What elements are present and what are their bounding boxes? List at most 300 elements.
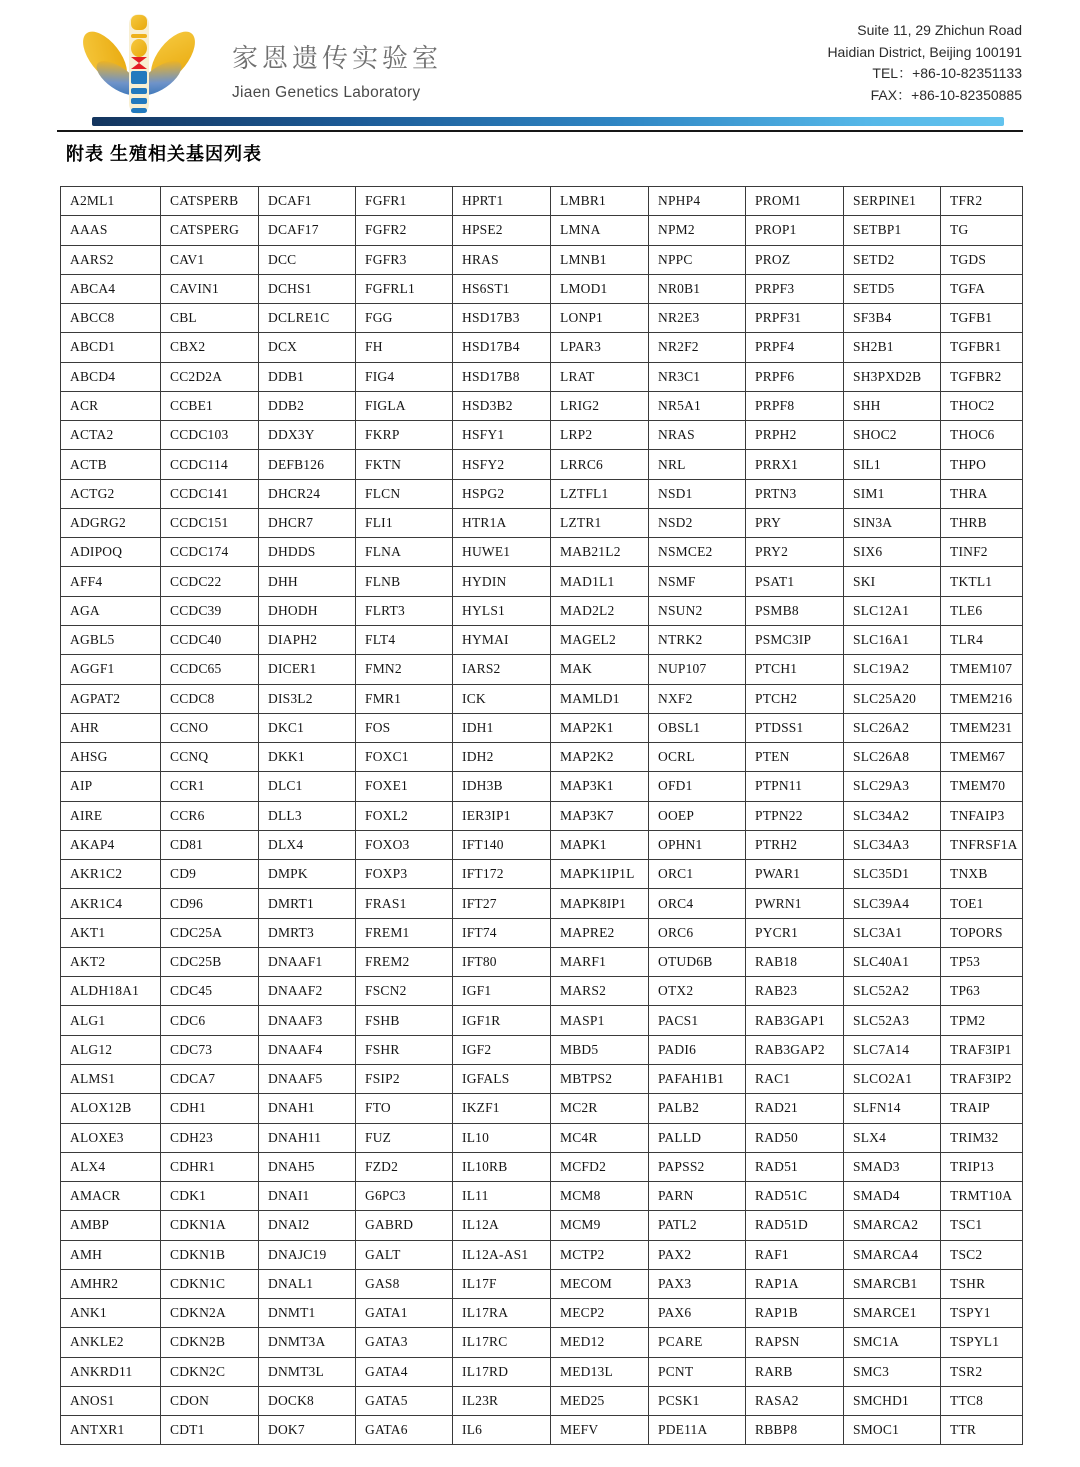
gene-cell: TSC1 bbox=[941, 1211, 1023, 1240]
gene-cell: SLC34A3 bbox=[844, 830, 941, 859]
gene-cell: IKZF1 bbox=[453, 1094, 551, 1123]
gene-cell: TSPYL1 bbox=[941, 1328, 1023, 1357]
gene-cell: CD81 bbox=[161, 830, 259, 859]
gene-cell: SLC52A2 bbox=[844, 977, 941, 1006]
gene-cell: MCTP2 bbox=[551, 1240, 649, 1269]
gene-cell: HS6ST1 bbox=[453, 274, 551, 303]
gene-cell: DKC1 bbox=[259, 713, 356, 742]
lab-name-chinese: 家恩遗传实验室 bbox=[232, 44, 443, 74]
gene-cell: CCDC174 bbox=[161, 538, 259, 567]
gene-cell: AKR1C2 bbox=[61, 860, 161, 889]
table-row bbox=[61, 450, 1023, 479]
table-row bbox=[61, 1006, 1023, 1035]
gene-cell: IDH1 bbox=[453, 713, 551, 742]
gene-cell: MAPK8IP1 bbox=[551, 889, 649, 918]
gene-cell: MAPK1 bbox=[551, 830, 649, 859]
gene-cell: OTUD6B bbox=[649, 947, 746, 976]
gene-cell: HSPG2 bbox=[453, 479, 551, 508]
gene-cell: AARS2 bbox=[61, 245, 161, 274]
gene-cell: PAX2 bbox=[649, 1240, 746, 1269]
gene-cell: CCDC114 bbox=[161, 450, 259, 479]
gene-cell: IFT27 bbox=[453, 889, 551, 918]
gene-cell: FOS bbox=[356, 713, 453, 742]
gene-cell: IL17RC bbox=[453, 1328, 551, 1357]
gene-cell: DNMT3L bbox=[259, 1357, 356, 1386]
gene-cell: SIM1 bbox=[844, 479, 941, 508]
gene-cell: NPM2 bbox=[649, 216, 746, 245]
gene-cell: ACTB bbox=[61, 450, 161, 479]
gene-cell: DCAF1 bbox=[259, 187, 356, 216]
gene-cell: AKT1 bbox=[61, 918, 161, 947]
gene-cell: PTPN11 bbox=[746, 772, 844, 801]
gene-cell: CDC73 bbox=[161, 1035, 259, 1064]
gene-cell: TKTL1 bbox=[941, 567, 1023, 596]
gene-cell: HYLS1 bbox=[453, 596, 551, 625]
gene-cell: ACTA2 bbox=[61, 421, 161, 450]
gene-cell: FOXE1 bbox=[356, 772, 453, 801]
gene-cell: DNAL1 bbox=[259, 1269, 356, 1298]
gene-cell: FSHR bbox=[356, 1035, 453, 1064]
gene-cell: HSD17B3 bbox=[453, 304, 551, 333]
gene-cell: RASA2 bbox=[746, 1386, 844, 1415]
gene-cell: SLC35D1 bbox=[844, 860, 941, 889]
table-row bbox=[61, 977, 1023, 1006]
table-row bbox=[61, 889, 1023, 918]
gene-cell: MED13L bbox=[551, 1357, 649, 1386]
gene-cell: NSMCE2 bbox=[649, 538, 746, 567]
gene-cell: ABCA4 bbox=[61, 274, 161, 303]
table-row bbox=[61, 1211, 1023, 1240]
gene-cell: CBX2 bbox=[161, 333, 259, 362]
table-row bbox=[61, 1152, 1023, 1181]
gene-cell: TSC2 bbox=[941, 1240, 1023, 1269]
gene-cell: PRPF3 bbox=[746, 274, 844, 303]
gene-cell: CDC25B bbox=[161, 947, 259, 976]
fax-line: FAX：+86-10-82350885 bbox=[870, 86, 1022, 103]
gene-cell: IL12A bbox=[453, 1211, 551, 1240]
gene-cell: PCNT bbox=[649, 1357, 746, 1386]
gene-cell: SKI bbox=[844, 567, 941, 596]
gene-cell: SMARCA2 bbox=[844, 1211, 941, 1240]
gene-cell: FLNB bbox=[356, 567, 453, 596]
gene-cell: SH3PXD2B bbox=[844, 362, 941, 391]
gene-cell: TSPY1 bbox=[941, 1299, 1023, 1328]
gene-cell: DOCK8 bbox=[259, 1386, 356, 1415]
gene-cell: TRMT10A bbox=[941, 1182, 1023, 1211]
gene-cell: SLC34A2 bbox=[844, 801, 941, 830]
gene-cell: CCDC40 bbox=[161, 625, 259, 654]
gene-cell: FLCN bbox=[356, 479, 453, 508]
gene-cell: CCDC103 bbox=[161, 421, 259, 450]
gene-cell: DLC1 bbox=[259, 772, 356, 801]
gene-cell: TLE6 bbox=[941, 596, 1023, 625]
gene-cell: DLX4 bbox=[259, 830, 356, 859]
gene-cell: DNAAF5 bbox=[259, 1064, 356, 1093]
gene-cell: SMARCB1 bbox=[844, 1269, 941, 1298]
gene-cell: RAB23 bbox=[746, 977, 844, 1006]
gene-cell: CDKN2A bbox=[161, 1299, 259, 1328]
lab-logo bbox=[78, 10, 200, 118]
table-row bbox=[61, 245, 1023, 274]
gene-cell: PSMC3IP bbox=[746, 625, 844, 654]
gene-cell: NRL bbox=[649, 450, 746, 479]
gene-cell: CDC45 bbox=[161, 977, 259, 1006]
gene-cell: PWRN1 bbox=[746, 889, 844, 918]
gene-cell: CDC6 bbox=[161, 1006, 259, 1035]
gene-cell: ANKRD11 bbox=[61, 1357, 161, 1386]
gene-cell: HTR1A bbox=[453, 508, 551, 537]
table-row bbox=[61, 1416, 1023, 1445]
gene-cell: DNAAF4 bbox=[259, 1035, 356, 1064]
gene-cell: IL6 bbox=[453, 1416, 551, 1445]
gene-cell: SHH bbox=[844, 391, 941, 420]
gene-cell: FOXL2 bbox=[356, 801, 453, 830]
gene-cell: LRP2 bbox=[551, 421, 649, 450]
gene-cell: TG bbox=[941, 216, 1023, 245]
gene-cell: SLC26A8 bbox=[844, 743, 941, 772]
gene-cell: HPSE2 bbox=[453, 216, 551, 245]
gene-cell: SF3B4 bbox=[844, 304, 941, 333]
gene-cell: SLC16A1 bbox=[844, 625, 941, 654]
gene-cell: TMEM107 bbox=[941, 655, 1023, 684]
gene-cell: NPHP4 bbox=[649, 187, 746, 216]
gene-cell: FLNA bbox=[356, 538, 453, 567]
gene-cell: SLC3A1 bbox=[844, 918, 941, 947]
gene-cell: PSMB8 bbox=[746, 596, 844, 625]
gene-cell: DCLRE1C bbox=[259, 304, 356, 333]
gene-cell: TRIM32 bbox=[941, 1123, 1023, 1152]
gene-cell: PCARE bbox=[649, 1328, 746, 1357]
table-row bbox=[61, 830, 1023, 859]
gene-cell: LRIG2 bbox=[551, 391, 649, 420]
gene-cell: IL10RB bbox=[453, 1152, 551, 1181]
gene-cell: ABCD4 bbox=[61, 362, 161, 391]
gene-cell: FOXC1 bbox=[356, 743, 453, 772]
address-line-1: Suite 11, 29 Zhichun Road bbox=[857, 22, 1022, 38]
gene-cell: PRPF6 bbox=[746, 362, 844, 391]
gene-cell: LPAR3 bbox=[551, 333, 649, 362]
gene-cell: MECP2 bbox=[551, 1299, 649, 1328]
gene-cell: DIAPH2 bbox=[259, 625, 356, 654]
gene-cell: DLL3 bbox=[259, 801, 356, 830]
gene-cell: ACTG2 bbox=[61, 479, 161, 508]
gene-cell: MC2R bbox=[551, 1094, 649, 1123]
gene-cell: SMC1A bbox=[844, 1328, 941, 1357]
gene-cell: FZD2 bbox=[356, 1152, 453, 1181]
gene-cell: IFT172 bbox=[453, 860, 551, 889]
gene-cell: ALDH18A1 bbox=[61, 977, 161, 1006]
gene-cell: IFT80 bbox=[453, 947, 551, 976]
gene-cell: FMN2 bbox=[356, 655, 453, 684]
gene-cell: SERPINE1 bbox=[844, 187, 941, 216]
gene-cell: FUZ bbox=[356, 1123, 453, 1152]
chromosome-flower-icon bbox=[78, 10, 200, 118]
gene-cell: TGFBR1 bbox=[941, 333, 1023, 362]
gene-cell: DHDDS bbox=[259, 538, 356, 567]
table-row bbox=[61, 538, 1023, 567]
tel-line: TEL：+86-10-82351133 bbox=[872, 65, 1022, 81]
gene-cell: SLC40A1 bbox=[844, 947, 941, 976]
gene-cell: CDCA7 bbox=[161, 1064, 259, 1093]
gene-cell: PRRX1 bbox=[746, 450, 844, 479]
gene-cell: DICER1 bbox=[259, 655, 356, 684]
gene-cell: MAP3K1 bbox=[551, 772, 649, 801]
gene-cell: CD96 bbox=[161, 889, 259, 918]
gene-cell: AKT2 bbox=[61, 947, 161, 976]
gene-cell: OFD1 bbox=[649, 772, 746, 801]
table-row bbox=[61, 1094, 1023, 1123]
gene-cell: NSUN2 bbox=[649, 596, 746, 625]
table-row bbox=[61, 391, 1023, 420]
table-row bbox=[61, 860, 1023, 889]
gene-cell: AKAP4 bbox=[61, 830, 161, 859]
gene-cell: SLC39A4 bbox=[844, 889, 941, 918]
gene-cell: SIL1 bbox=[844, 450, 941, 479]
table-row bbox=[61, 1123, 1023, 1152]
gene-cell: ALX4 bbox=[61, 1152, 161, 1181]
gene-cell: AMH bbox=[61, 1240, 161, 1269]
gene-cell: SLC25A20 bbox=[844, 684, 941, 713]
gene-cell: CDT1 bbox=[161, 1416, 259, 1445]
table-row bbox=[61, 1240, 1023, 1269]
gene-cell: PROM1 bbox=[746, 187, 844, 216]
gene-cell: IL17RD bbox=[453, 1357, 551, 1386]
table-row bbox=[61, 1269, 1023, 1298]
gene-cell: GAS8 bbox=[356, 1269, 453, 1298]
table-row bbox=[61, 1064, 1023, 1093]
gene-cell: SLC19A2 bbox=[844, 655, 941, 684]
gene-cell: PRPF4 bbox=[746, 333, 844, 362]
gene-cell: DNAJC19 bbox=[259, 1240, 356, 1269]
gene-cell: PRTN3 bbox=[746, 479, 844, 508]
gene-cell: MCM8 bbox=[551, 1182, 649, 1211]
gene-cell: DIS3L2 bbox=[259, 684, 356, 713]
gene-cell: MARS2 bbox=[551, 977, 649, 1006]
gene-cell: RARB bbox=[746, 1357, 844, 1386]
gene-cell: CDKN2B bbox=[161, 1328, 259, 1357]
gene-table-body bbox=[61, 187, 1023, 1445]
gene-cell: SLFN14 bbox=[844, 1094, 941, 1123]
gene-cell: IGF1R bbox=[453, 1006, 551, 1035]
table-row bbox=[61, 1386, 1023, 1415]
gene-cell: TMEM231 bbox=[941, 713, 1023, 742]
gene-cell: DMRT3 bbox=[259, 918, 356, 947]
gene-cell: TRAF3IP1 bbox=[941, 1035, 1023, 1064]
gene-cell: NXF2 bbox=[649, 684, 746, 713]
table-row bbox=[61, 1357, 1023, 1386]
gene-cell: IDH2 bbox=[453, 743, 551, 772]
gene-cell: AGPAT2 bbox=[61, 684, 161, 713]
gene-cell: MAGEL2 bbox=[551, 625, 649, 654]
gene-cell: CDKN2C bbox=[161, 1357, 259, 1386]
gene-cell: FKTN bbox=[356, 450, 453, 479]
gene-cell: IFT74 bbox=[453, 918, 551, 947]
gene-cell: NR0B1 bbox=[649, 274, 746, 303]
gene-cell: IGF1 bbox=[453, 977, 551, 1006]
gene-cell: SMAD3 bbox=[844, 1152, 941, 1181]
gene-cell: LZTFL1 bbox=[551, 479, 649, 508]
gene-cell: NR2F2 bbox=[649, 333, 746, 362]
gene-cell: SLCO2A1 bbox=[844, 1064, 941, 1093]
gene-cell: LMBR1 bbox=[551, 187, 649, 216]
gene-cell: LONP1 bbox=[551, 304, 649, 333]
gene-cell: ALOX12B bbox=[61, 1094, 161, 1123]
gene-cell: DOK7 bbox=[259, 1416, 356, 1445]
gene-cell: TGFBR2 bbox=[941, 362, 1023, 391]
gene-cell: TTC8 bbox=[941, 1386, 1023, 1415]
gene-cell: PRPF8 bbox=[746, 391, 844, 420]
gene-cell: LMOD1 bbox=[551, 274, 649, 303]
gene-cell: ANKLE2 bbox=[61, 1328, 161, 1357]
gene-cell: SMARCA4 bbox=[844, 1240, 941, 1269]
gene-cell: TSR2 bbox=[941, 1357, 1023, 1386]
gene-cell: MECOM bbox=[551, 1269, 649, 1298]
table-row bbox=[61, 1299, 1023, 1328]
gene-cell: LRRC6 bbox=[551, 450, 649, 479]
gene-cell: SMOC1 bbox=[844, 1416, 941, 1445]
gene-cell: PALB2 bbox=[649, 1094, 746, 1123]
gene-cell: FOXO3 bbox=[356, 830, 453, 859]
gene-cell: FIGLA bbox=[356, 391, 453, 420]
table-row bbox=[61, 1035, 1023, 1064]
gene-cell: TMEM70 bbox=[941, 772, 1023, 801]
gene-cell: MAP2K1 bbox=[551, 713, 649, 742]
gene-cell: SLX4 bbox=[844, 1123, 941, 1152]
gene-cell: PARN bbox=[649, 1182, 746, 1211]
gene-cell: MAK bbox=[551, 655, 649, 684]
table-row bbox=[61, 479, 1023, 508]
gene-cell: AHSG bbox=[61, 743, 161, 772]
gene-cell: DNAAF1 bbox=[259, 947, 356, 976]
gene-cell: ADIPOQ bbox=[61, 538, 161, 567]
gene-cell: TNFRSF1A bbox=[941, 830, 1023, 859]
gene-cell: ORC1 bbox=[649, 860, 746, 889]
gene-cell: CCR6 bbox=[161, 801, 259, 830]
gene-cell: MAPRE2 bbox=[551, 918, 649, 947]
gene-cell: FSIP2 bbox=[356, 1064, 453, 1093]
gene-cell: DNAH11 bbox=[259, 1123, 356, 1152]
gene-cell: TGDS bbox=[941, 245, 1023, 274]
gene-cell: MBTPS2 bbox=[551, 1064, 649, 1093]
gene-cell: DNAH5 bbox=[259, 1152, 356, 1181]
gene-cell: THOC2 bbox=[941, 391, 1023, 420]
gene-cell: PSAT1 bbox=[746, 567, 844, 596]
gene-cell: AGGF1 bbox=[61, 655, 161, 684]
gene-cell: PATL2 bbox=[649, 1211, 746, 1240]
gene-cell: PTPN22 bbox=[746, 801, 844, 830]
gene-cell: OBSL1 bbox=[649, 713, 746, 742]
gene-cell: CDKN1A bbox=[161, 1211, 259, 1240]
gene-cell: DNAI1 bbox=[259, 1182, 356, 1211]
gene-cell: FGFR1 bbox=[356, 187, 453, 216]
gene-cell: CATSPERB bbox=[161, 187, 259, 216]
gene-cell: FSCN2 bbox=[356, 977, 453, 1006]
gene-cell: PRY bbox=[746, 508, 844, 537]
gene-cell: OPHN1 bbox=[649, 830, 746, 859]
gene-cell: SETD2 bbox=[844, 245, 941, 274]
gene-cell: TMEM216 bbox=[941, 684, 1023, 713]
gene-cell: OCRL bbox=[649, 743, 746, 772]
table-row bbox=[61, 596, 1023, 625]
gene-cell: IER3IP1 bbox=[453, 801, 551, 830]
gene-cell: AFF4 bbox=[61, 567, 161, 596]
gene-cell: MBD5 bbox=[551, 1035, 649, 1064]
gene-cell: ABCC8 bbox=[61, 304, 161, 333]
gene-cell: MCFD2 bbox=[551, 1152, 649, 1181]
gene-cell: FRAS1 bbox=[356, 889, 453, 918]
gene-cell: ORC6 bbox=[649, 918, 746, 947]
gene-cell: RAB3GAP2 bbox=[746, 1035, 844, 1064]
gene-cell: THRB bbox=[941, 508, 1023, 537]
gene-cell: AMHR2 bbox=[61, 1269, 161, 1298]
gene-cell: CCR1 bbox=[161, 772, 259, 801]
gene-cell: MED12 bbox=[551, 1328, 649, 1357]
gene-cell: RAC1 bbox=[746, 1064, 844, 1093]
gene-cell: LZTR1 bbox=[551, 508, 649, 537]
gene-cell: NR2E3 bbox=[649, 304, 746, 333]
gene-cell: SLC29A3 bbox=[844, 772, 941, 801]
gene-cell: MASP1 bbox=[551, 1006, 649, 1035]
gene-cell: SMCHD1 bbox=[844, 1386, 941, 1415]
table-row bbox=[61, 274, 1023, 303]
gene-cell: SLC7A14 bbox=[844, 1035, 941, 1064]
gene-cell: CDK1 bbox=[161, 1182, 259, 1211]
gene-cell: AAAS bbox=[61, 216, 161, 245]
gene-cell: PAFAH1B1 bbox=[649, 1064, 746, 1093]
gene-cell: FREM2 bbox=[356, 947, 453, 976]
gene-cell: RAD51C bbox=[746, 1182, 844, 1211]
gene-cell: NUP107 bbox=[649, 655, 746, 684]
gene-cell: CCDC151 bbox=[161, 508, 259, 537]
gene-cell: TNXB bbox=[941, 860, 1023, 889]
gene-cell: AHR bbox=[61, 713, 161, 742]
gene-cell: ALOXE3 bbox=[61, 1123, 161, 1152]
gene-cell: MAP3K7 bbox=[551, 801, 649, 830]
gene-cell: SIN3A bbox=[844, 508, 941, 537]
gene-cell: PADI6 bbox=[649, 1035, 746, 1064]
gene-cell: PWAR1 bbox=[746, 860, 844, 889]
gene-cell: IGF2 bbox=[453, 1035, 551, 1064]
gene-cell: TOE1 bbox=[941, 889, 1023, 918]
gene-cell: IL10 bbox=[453, 1123, 551, 1152]
gene-cell: PAX3 bbox=[649, 1269, 746, 1298]
gene-cell: DNAI2 bbox=[259, 1211, 356, 1240]
gene-cell: RAP1B bbox=[746, 1299, 844, 1328]
gene-cell: HRAS bbox=[453, 245, 551, 274]
gene-cell: DNAAF2 bbox=[259, 977, 356, 1006]
table-row bbox=[61, 743, 1023, 772]
gene-cell: FKRP bbox=[356, 421, 453, 450]
gene-cell: HYMAI bbox=[453, 625, 551, 654]
gene-cell: TOPORS bbox=[941, 918, 1023, 947]
gene-cell: LRAT bbox=[551, 362, 649, 391]
gene-cell: ANK1 bbox=[61, 1299, 161, 1328]
gene-cell: PTDSS1 bbox=[746, 713, 844, 742]
gene-cell: CBL bbox=[161, 304, 259, 333]
gene-cell: TGFB1 bbox=[941, 304, 1023, 333]
gene-cell: AIP bbox=[61, 772, 161, 801]
gene-cell: THRA bbox=[941, 479, 1023, 508]
gene-cell: GATA6 bbox=[356, 1416, 453, 1445]
gene-cell: AMBP bbox=[61, 1211, 161, 1240]
gene-cell: A2ML1 bbox=[61, 187, 161, 216]
gene-cell: NSMF bbox=[649, 567, 746, 596]
gene-cell: ABCD1 bbox=[61, 333, 161, 362]
gene-cell: DHCR24 bbox=[259, 479, 356, 508]
gene-cell: LMNB1 bbox=[551, 245, 649, 274]
gene-cell: PDE11A bbox=[649, 1416, 746, 1445]
gene-cell: NR3C1 bbox=[649, 362, 746, 391]
